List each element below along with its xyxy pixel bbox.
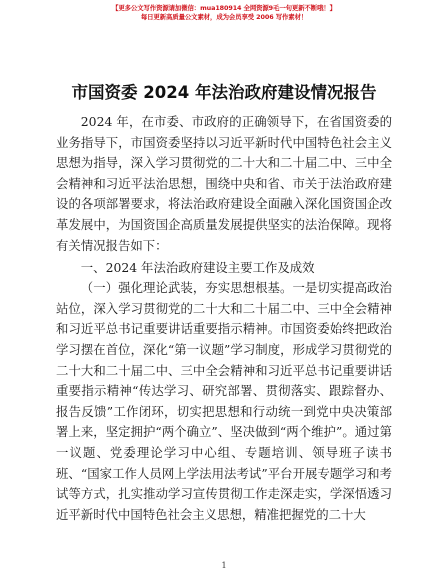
document-title: 市国资委 2024 年法治政府建设情况报告 — [71, 83, 377, 102]
promo-banner — [0, 4, 448, 22]
page-number: 1 — [221, 561, 227, 570]
document-body — [56, 112, 392, 525]
intro-paragraph: 2024 年，在市委、市政府的正确领导下，在省国资委的业务指导下，市国资委坚持以习近平新时代中国特色社会主义思想为指导，深入学习贯彻党的二十大和二十届二中、三中全会精神和习近平法治思想，围绕中央和省、市关于法治政府建设的各项部署要求，将法治政府建设全面融入深化国资国企改革发展中，为国资国企高质量发展提供坚实的法治保障。现将有关情况报告如下： — [56, 114, 392, 253]
promo-banner-line-2: 每日更新高质量公文素材，成为会员享受 2006 写作素材！ — [140, 13, 308, 21]
body-paragraph: （一）强化理论武装，夯实思想根基。一是切实提高政治站位，深入学习贯彻党的二十大和二十届二中、三中全会精神和习近平总书记重要讲话重要指示精神。市国资委始终把政治学习摆在首位，深化“第一议题”学习制度，形成学习贯彻党的二十大和二十届二中、三中全会精神和习近平总书记重要讲话重要指示精神“传达学习、研究部署、贯彻落实、跟踪督办、报告反馈”工作闭环，切实把思想和行动统一到党中央决策部署上来，坚定拥护“两个确立”、坚决做到“两个维护”。通过第一议题、党委理论学习中心组、专题培训、领导班子读书班、“国家工作人员网上学法用法考试”平台开展专题学习和考试等方式，扎实推动学习宣传贯彻工作走深走实，学深悟透习近平新时代中国特色社会主义思想，精准把握党的二十大 — [56, 280, 392, 522]
section-heading: 一、2024 年法治政府建设主要工作及成效 — [80, 260, 315, 276]
promo-banner-line-1: 【更多公文写作资源请加微信：mua180914 全网资源9毛一句更新不断哦！】 — [112, 4, 336, 12]
